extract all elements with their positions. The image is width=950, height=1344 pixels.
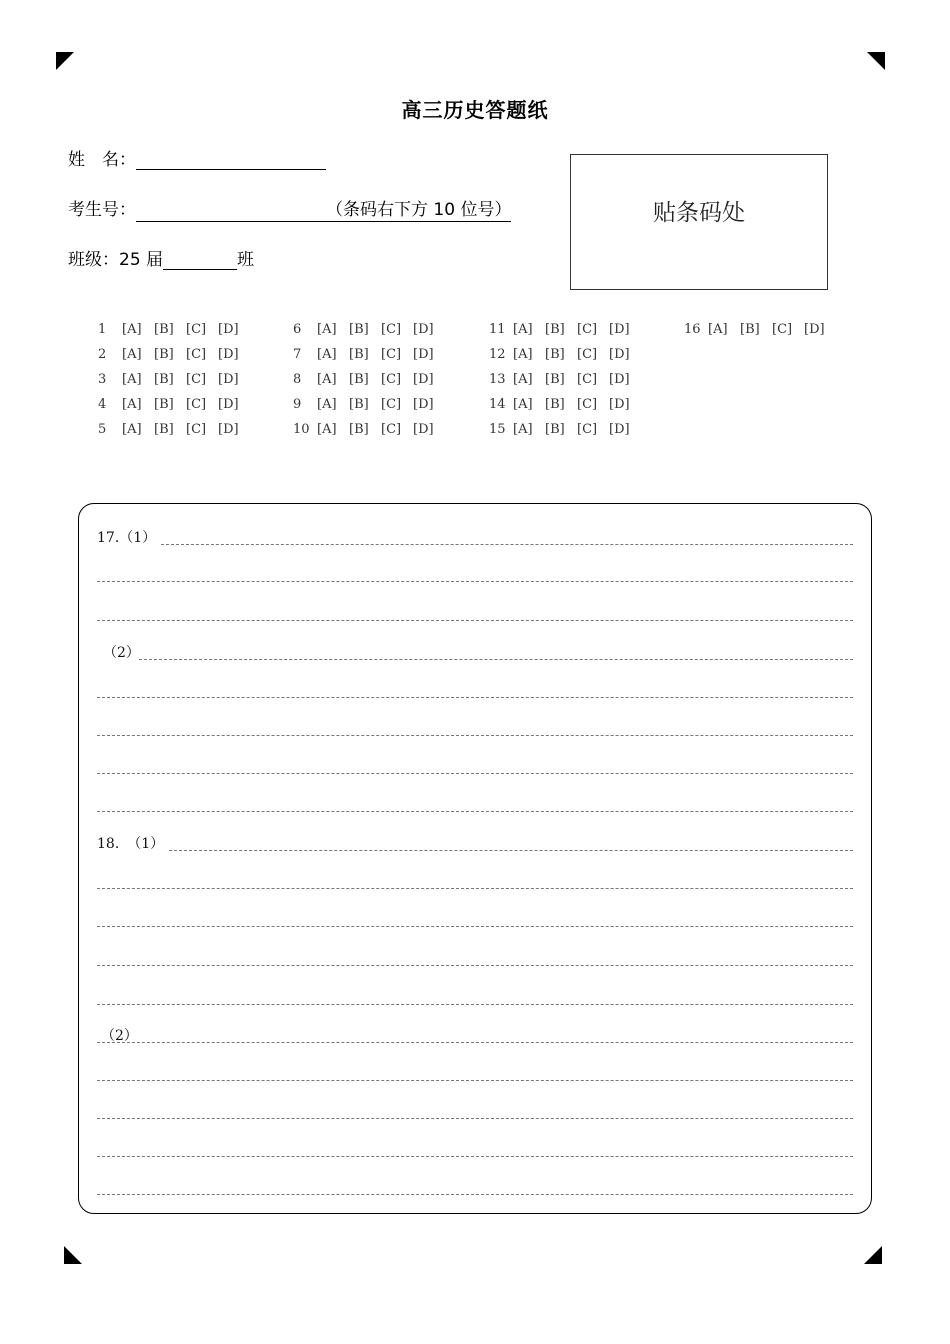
option-bubble-d[interactable]: [D] [609, 322, 630, 337]
answer-line[interactable] [97, 888, 853, 889]
name-label: 姓 名： [68, 150, 136, 170]
option-bubble-d[interactable]: [D] [218, 347, 239, 362]
choice-row-9 [293, 395, 445, 420]
barcode-label: 贴条码处 [653, 199, 745, 226]
choice-row-16 [684, 320, 836, 345]
barcode-area [570, 154, 828, 290]
option-bubble-b[interactable]: [B] [349, 372, 369, 387]
option-bubble-d[interactable]: [D] [609, 422, 630, 437]
question-number: 2 [98, 347, 107, 362]
option-bubble-c[interactable]: [C] [577, 422, 598, 437]
page-title: 高三历史答题纸 [401, 98, 549, 122]
question-number: 5 [98, 422, 107, 437]
answer-line[interactable] [161, 544, 853, 545]
question-number: 3 [98, 372, 107, 387]
question-number: 4 [98, 397, 107, 412]
option-bubble-c[interactable]: [C] [577, 347, 598, 362]
choice-row-12 [489, 345, 641, 370]
answer-line[interactable] [169, 850, 853, 851]
question-label [103, 642, 140, 662]
question-number: 16 [684, 322, 701, 337]
question-number: 11 [489, 322, 506, 337]
question-label [97, 833, 164, 853]
student-id-row [68, 195, 511, 222]
question-label-part: （1） [127, 836, 165, 852]
option-bubble-d[interactable]: [D] [218, 397, 239, 412]
question-label-part: （2） [103, 645, 140, 661]
option-bubble-a[interactable]: [A] [513, 397, 533, 412]
question-number: 12 [489, 347, 506, 362]
question-label-part: （1） [119, 530, 157, 546]
choice-group [684, 320, 836, 345]
student-id-label: 考生号： [68, 200, 136, 220]
option-bubble-a[interactable]: [A] [513, 422, 533, 437]
class-label-prefix: 班级：25 届 [68, 250, 164, 270]
option-bubble-d[interactable]: [D] [413, 397, 434, 412]
question-number: 13 [489, 372, 506, 387]
answer-line[interactable] [97, 1080, 853, 1081]
option-bubble-a[interactable]: [A] [513, 322, 533, 337]
answer-box [78, 503, 872, 1214]
option-bubble-c[interactable]: [C] [186, 422, 207, 437]
option-bubble-a[interactable]: [A] [122, 347, 142, 362]
choice-row-15 [489, 420, 641, 445]
option-bubble-a[interactable]: [A] [513, 372, 533, 387]
question-number: 10 [293, 422, 310, 437]
question-number: 14 [489, 397, 506, 412]
corner-mark-bottom-right [864, 1246, 882, 1264]
option-bubble-b[interactable]: [B] [349, 422, 369, 437]
class-field-row [68, 245, 254, 270]
question-number: 7 [293, 347, 302, 362]
option-bubble-a[interactable]: [A] [317, 422, 337, 437]
question-number: 8 [293, 372, 302, 387]
question-label [101, 1025, 138, 1045]
answer-line[interactable] [97, 581, 853, 582]
option-bubble-c[interactable]: [C] [577, 372, 598, 387]
student-id-note: （条码右下方 10 位号） [326, 195, 511, 222]
answer-line[interactable] [139, 659, 853, 660]
option-bubble-a[interactable]: [A] [513, 347, 533, 362]
option-bubble-d[interactable]: [D] [218, 372, 239, 387]
option-bubble-b[interactable]: [B] [545, 422, 565, 437]
choice-group [293, 320, 445, 445]
choice-row-10 [293, 420, 445, 445]
option-bubble-b[interactable]: [B] [349, 322, 369, 337]
option-bubble-b[interactable]: [B] [349, 347, 369, 362]
option-bubble-a[interactable]: [A] [708, 322, 728, 337]
question-label-number: 18. [97, 836, 120, 852]
choice-row-6 [293, 320, 445, 345]
option-bubble-b[interactable]: [B] [545, 347, 565, 362]
option-bubble-d[interactable]: [D] [413, 372, 434, 387]
option-bubble-a[interactable]: [A] [122, 322, 142, 337]
choice-row-8 [293, 370, 445, 395]
answer-line[interactable] [97, 1194, 853, 1195]
question-number: 15 [489, 422, 506, 437]
choice-row-3 [98, 370, 250, 395]
question-number: 6 [293, 322, 302, 337]
option-bubble-b[interactable]: [B] [154, 422, 174, 437]
answer-line[interactable] [97, 811, 853, 812]
option-bubble-d[interactable]: [D] [218, 322, 239, 337]
option-bubble-b[interactable]: [B] [154, 397, 174, 412]
corner-mark-top-left [56, 52, 74, 70]
option-bubble-d[interactable]: [D] [413, 322, 434, 337]
option-bubble-b[interactable]: [B] [545, 322, 565, 337]
class-label-suffix: 班 [237, 250, 255, 270]
choice-row-14 [489, 395, 641, 420]
choice-row-7 [293, 345, 445, 370]
option-bubble-a[interactable]: [A] [317, 397, 337, 412]
name-field[interactable] [136, 149, 326, 170]
choice-row-1 [98, 320, 250, 345]
option-bubble-d[interactable]: [D] [413, 347, 434, 362]
option-bubble-a[interactable]: [A] [317, 322, 337, 337]
answer-line[interactable] [97, 773, 853, 774]
choice-group [98, 320, 250, 445]
option-bubble-d[interactable]: [D] [413, 422, 434, 437]
corner-mark-top-right [867, 52, 885, 70]
option-bubble-a[interactable]: [A] [317, 347, 337, 362]
student-id-field[interactable] [136, 201, 326, 222]
option-bubble-a[interactable]: [A] [122, 422, 142, 437]
answer-line[interactable] [97, 1156, 853, 1157]
question-label [97, 527, 156, 547]
option-bubble-a[interactable]: [A] [122, 397, 142, 412]
option-bubble-b[interactable]: [B] [154, 372, 174, 387]
option-bubble-b[interactable]: [B] [545, 372, 565, 387]
option-bubble-a[interactable]: [A] [122, 372, 142, 387]
option-bubble-d[interactable]: [D] [218, 422, 239, 437]
option-bubble-b[interactable]: [B] [545, 397, 565, 412]
option-bubble-c[interactable]: [C] [186, 322, 207, 337]
answer-line[interactable] [97, 697, 853, 698]
option-bubble-c[interactable]: [C] [186, 347, 207, 362]
choice-row-11 [489, 320, 641, 345]
corner-mark-bottom-left [64, 1246, 82, 1264]
option-bubble-c[interactable]: [C] [577, 322, 598, 337]
option-bubble-b[interactable]: [B] [349, 397, 369, 412]
choice-row-2 [98, 345, 250, 370]
option-bubble-d[interactable]: [D] [804, 322, 825, 337]
option-bubble-d[interactable]: [D] [609, 397, 630, 412]
choice-row-4 [98, 395, 250, 420]
question-label-number: 17. [97, 530, 120, 546]
question-label-part: （2） [101, 1028, 138, 1044]
answer-line[interactable] [97, 620, 853, 621]
choice-row-5 [98, 420, 250, 445]
option-bubble-c[interactable]: [C] [186, 397, 207, 412]
option-bubble-c[interactable]: [C] [381, 322, 402, 337]
option-bubble-c[interactable]: [C] [381, 347, 402, 362]
answer-line[interactable] [97, 1118, 853, 1119]
option-bubble-c[interactable]: [C] [381, 422, 402, 437]
option-bubble-b[interactable]: [B] [740, 322, 760, 337]
option-bubble-b[interactable]: [B] [154, 322, 174, 337]
option-bubble-c[interactable]: [C] [772, 322, 793, 337]
answer-line[interactable] [97, 735, 853, 736]
answer-line[interactable] [97, 1042, 853, 1043]
answer-line[interactable] [97, 1004, 853, 1005]
option-bubble-b[interactable]: [B] [154, 347, 174, 362]
answer-line[interactable] [97, 926, 853, 927]
option-bubble-c[interactable]: [C] [186, 372, 207, 387]
option-bubble-c[interactable]: [C] [381, 372, 402, 387]
option-bubble-a[interactable]: [A] [317, 372, 337, 387]
class-field[interactable] [163, 249, 237, 270]
choice-group [489, 320, 641, 445]
question-number: 9 [293, 397, 302, 412]
answer-line[interactable] [97, 965, 853, 966]
name-field-row [68, 145, 326, 170]
option-bubble-c[interactable]: [C] [381, 397, 402, 412]
option-bubble-c[interactable]: [C] [577, 397, 598, 412]
option-bubble-d[interactable]: [D] [609, 347, 630, 362]
choice-row-13 [489, 370, 641, 395]
option-bubble-d[interactable]: [D] [609, 372, 630, 387]
question-number: 1 [98, 322, 107, 337]
